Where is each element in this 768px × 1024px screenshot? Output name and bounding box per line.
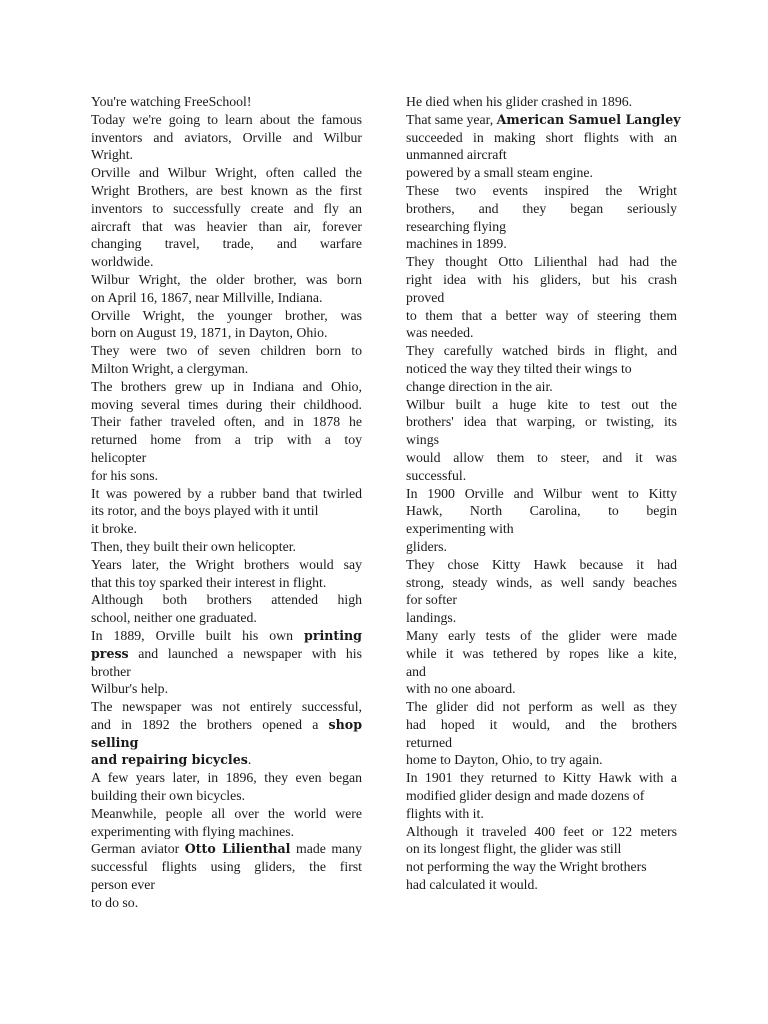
text-line: [91, 591, 362, 609]
text-line: [406, 538, 677, 556]
text-segment: landings.: [406, 610, 457, 626]
text-line: [91, 129, 362, 147]
text-line: [91, 200, 362, 218]
text-line: [91, 769, 362, 787]
text-line: [406, 235, 677, 253]
text-line: [406, 396, 677, 414]
text-segment: Hawk, North Carolina, to begin: [406, 503, 677, 519]
text-segment: In 1901 they returned to Kitty Hawk with a: [406, 770, 677, 786]
text-segment: returned: [406, 734, 452, 750]
text-line: [406, 520, 677, 538]
text-segment: successful flights using gliders, the first: [91, 859, 362, 875]
text-segment: to them that a better way of steering them: [406, 307, 677, 323]
text-line: [406, 146, 677, 164]
text-segment: returned home from a trip with a toy: [91, 432, 362, 448]
text-segment: worldwide.: [91, 254, 154, 270]
text-segment: Although it traveled 400 feet or 122 meters: [406, 823, 677, 839]
text-segment: and in 1892 the brothers opened a: [91, 716, 329, 732]
text-segment: with no one aboard.: [406, 681, 516, 697]
text-segment: They were two of seven children born to: [91, 343, 362, 359]
text-segment: school, neither one graduated.: [91, 610, 257, 626]
text-segment: Today we're going to learn about the famous: [91, 111, 362, 127]
text-line: [406, 449, 677, 467]
text-segment: That same year,: [406, 111, 497, 127]
text-line: [91, 663, 362, 681]
text-segment: They carefully watched birds in flight, and: [406, 343, 677, 359]
text-line: [406, 431, 677, 449]
text-segment: Wilbur built a huge kite to test out the: [406, 396, 677, 412]
text-line: [91, 876, 362, 894]
text-segment: was needed.: [406, 325, 474, 341]
text-segment: that this toy sparked their interest in flight.: [91, 574, 327, 590]
text-segment: These two events inspired the Wright: [406, 182, 677, 198]
text-segment: and launched a newspaper with his: [128, 645, 362, 661]
text-segment: it broke.: [91, 521, 137, 537]
text-segment: The newspaper was not entirely successful,: [91, 699, 362, 715]
text-line: [406, 840, 677, 858]
text-line: [91, 413, 362, 431]
text-segment: .: [247, 752, 252, 768]
bold-term: selling: [91, 734, 139, 750]
text-segment: home to Dayton, Ohio, to try again.: [406, 752, 603, 768]
text-line: [406, 360, 677, 378]
text-segment: its rotor, and the boys played with it until: [91, 503, 319, 519]
text-segment: They chose Kitty Hawk because it had: [406, 556, 677, 572]
bold-term: shop: [328, 716, 362, 732]
text-segment: experimenting with: [406, 521, 514, 537]
text-segment: Meanwhile, people all over the world were: [91, 805, 362, 821]
text-line: [91, 467, 362, 485]
text-line: [91, 485, 362, 503]
text-line: [406, 716, 677, 734]
text-segment: changing travel, trade, and warfare: [91, 236, 362, 252]
text-segment: successful.: [406, 467, 467, 483]
text-segment: brothers, and they began seriously: [406, 200, 677, 216]
text-line: [406, 289, 677, 307]
text-line: [406, 485, 677, 503]
text-line: [406, 342, 677, 360]
text-line: [91, 360, 362, 378]
text-segment: Although both brothers attended high: [91, 592, 362, 608]
text-line: [406, 858, 677, 876]
right-column: [406, 93, 681, 894]
text-line: [91, 218, 362, 236]
text-line: [91, 680, 362, 698]
text-line: [91, 396, 362, 414]
text-line: [406, 574, 677, 592]
bold-term: American Samuel Langley: [496, 111, 681, 127]
text-line: [91, 307, 362, 325]
text-segment: change direction in the air.: [406, 378, 553, 394]
text-line: [406, 591, 677, 609]
text-segment: researching flying: [406, 218, 506, 234]
text-segment: would allow them to steer, and it was: [406, 449, 677, 465]
text-line: [406, 467, 677, 485]
text-segment: aircraft that was heavier than air, forever: [91, 218, 362, 234]
text-line: [406, 556, 677, 574]
text-line: [91, 378, 362, 396]
text-line: [91, 235, 362, 253]
text-segment: for softer: [406, 592, 457, 608]
text-segment: brothers' idea that warping, or twisting, its: [406, 414, 677, 430]
text-segment: Wright Brothers, are best known as the first: [91, 182, 362, 198]
text-line: [406, 609, 677, 627]
text-line: [406, 698, 677, 716]
text-segment: flights with it.: [406, 805, 484, 821]
text-segment: right idea with his gliders, but his crash: [406, 271, 677, 287]
text-line: [91, 894, 362, 912]
text-segment: and: [406, 663, 426, 679]
text-line: [91, 538, 362, 556]
text-line: [91, 289, 362, 307]
text-line: [406, 218, 677, 236]
text-segment: Orville Wright, the younger brother, was: [91, 307, 362, 323]
text-line: [406, 769, 677, 787]
text-line: [406, 627, 677, 645]
text-line: [91, 734, 362, 752]
text-line: [91, 342, 362, 360]
text-segment: succeeded in making short flights with an: [406, 129, 677, 145]
text-segment: inventors and aviators, Orville and Wilbur: [91, 129, 362, 145]
text-line: [406, 324, 677, 342]
text-line: [91, 805, 362, 823]
text-line: [406, 129, 677, 147]
text-line: [91, 574, 362, 592]
bold-term: press: [91, 645, 129, 661]
text-line: [406, 182, 677, 200]
text-line: [406, 787, 677, 805]
text-segment: modified glider design and made dozens of: [406, 788, 645, 804]
text-segment: building their own bicycles.: [91, 788, 246, 804]
text-segment: inventors to successfully create and fly an: [91, 200, 362, 216]
text-segment: The glider did not perform as well as they: [406, 699, 677, 715]
text-line: [91, 787, 362, 805]
text-line: [91, 182, 362, 200]
text-segment: Years later, the Wright brothers would say: [91, 556, 362, 572]
text-line: [91, 716, 362, 734]
text-line: [91, 324, 362, 342]
text-segment: Their father traveled often, and in 1878 he: [91, 414, 362, 430]
text-line: [91, 111, 362, 129]
text-line: [91, 556, 362, 574]
text-segment: Wilbur Wright, the older brother, was born: [91, 271, 362, 287]
text-segment: powered by a small steam engine.: [406, 165, 593, 181]
text-segment: machines in 1899.: [406, 236, 507, 252]
text-segment: Orville and Wilbur Wright, often called the: [91, 165, 362, 181]
text-segment: while it was tethered by ropes like a kite,: [406, 645, 677, 661]
text-line: [406, 805, 677, 823]
text-segment: moving several times during their childhood.: [91, 396, 362, 412]
text-line: [406, 164, 677, 182]
text-line: [91, 271, 362, 289]
text-segment: Wilbur's help.: [91, 681, 169, 697]
text-line: [406, 307, 677, 325]
text-line: [91, 431, 362, 449]
text-line: [91, 627, 362, 645]
text-segment: In 1900 Orville and Wilbur went to Kitty: [406, 485, 677, 501]
text-segment: not performing the way the Wright brothers: [406, 859, 647, 875]
text-segment: wings: [406, 432, 439, 448]
text-segment: helicopter: [91, 449, 147, 465]
text-line: [406, 378, 677, 396]
text-segment: He died when his glider crashed in 1896.: [406, 94, 633, 109]
text-segment: on April 16, 1867, near Millville, Indiana.: [91, 289, 323, 305]
text-segment: gliders.: [406, 538, 447, 554]
text-segment: made many: [290, 841, 362, 857]
text-line: [91, 645, 362, 663]
text-line: [91, 502, 362, 520]
text-line: [91, 840, 362, 858]
text-segment: The brothers grew up in Indiana and Ohio,: [91, 378, 362, 394]
text-line: [406, 734, 677, 752]
text-segment: on its longest flight, the glider was still: [406, 841, 622, 857]
text-line: [406, 823, 677, 841]
bold-term: printing: [304, 627, 362, 643]
text-line: [406, 751, 677, 769]
text-line: [91, 164, 362, 182]
text-segment: German aviator: [91, 841, 185, 857]
text-line: [406, 663, 677, 681]
text-line: [406, 271, 677, 289]
text-segment: Many early tests of the glider were made: [406, 627, 677, 643]
text-segment: Wright.: [91, 147, 133, 163]
text-segment: had hoped it would, and the brothers: [406, 716, 677, 732]
text-line: [406, 680, 677, 698]
text-line: [91, 609, 362, 627]
text-line: [91, 253, 362, 271]
text-line: [406, 413, 677, 431]
text-segment: Milton Wright, a clergyman.: [91, 360, 249, 376]
text-segment: experimenting with flying machines.: [91, 823, 295, 839]
text-segment: had calculated it would.: [406, 877, 538, 893]
text-line: [91, 751, 362, 769]
text-segment: A few years later, in 1896, they even began: [91, 770, 362, 786]
bold-term: and repairing bicycles: [91, 752, 248, 768]
text-segment: strong, steady winds, as well sandy beaches: [406, 574, 677, 590]
text-line: [406, 111, 681, 129]
text-line: [406, 93, 677, 111]
text-segment: It was powered by a rubber band that twirled: [91, 485, 362, 501]
text-segment: Then, they built their own helicopter.: [91, 538, 296, 554]
text-segment: You're watching FreeSchool!: [91, 94, 252, 109]
text-line: [91, 146, 362, 164]
bold-term: Otto Lilienthal: [184, 841, 291, 857]
text-segment: brother: [91, 663, 131, 679]
text-segment: proved: [406, 289, 445, 305]
text-segment: for his sons.: [91, 467, 159, 483]
text-line: [91, 858, 362, 876]
text-segment: noticed the way they tilted their wings to: [406, 360, 632, 376]
text-segment: to do so.: [91, 894, 139, 910]
text-line: [91, 823, 362, 841]
text-segment: unmanned aircraft: [406, 147, 507, 163]
text-line: [91, 93, 362, 111]
left-column: [91, 93, 362, 912]
text-line: [406, 502, 677, 520]
text-segment: person ever: [91, 877, 155, 893]
text-line: [91, 698, 362, 716]
text-segment: born on August 19, 1871, in Dayton, Ohio.: [91, 325, 328, 341]
text-segment: They thought Otto Lilienthal had had the: [406, 254, 677, 270]
text-line: [91, 520, 362, 538]
text-line: [406, 200, 677, 218]
text-line: [406, 876, 677, 894]
text-line: [406, 645, 677, 663]
text-line: [406, 253, 677, 271]
text-line: [91, 449, 362, 467]
text-segment: In 1889, Orville built his own: [91, 627, 305, 643]
